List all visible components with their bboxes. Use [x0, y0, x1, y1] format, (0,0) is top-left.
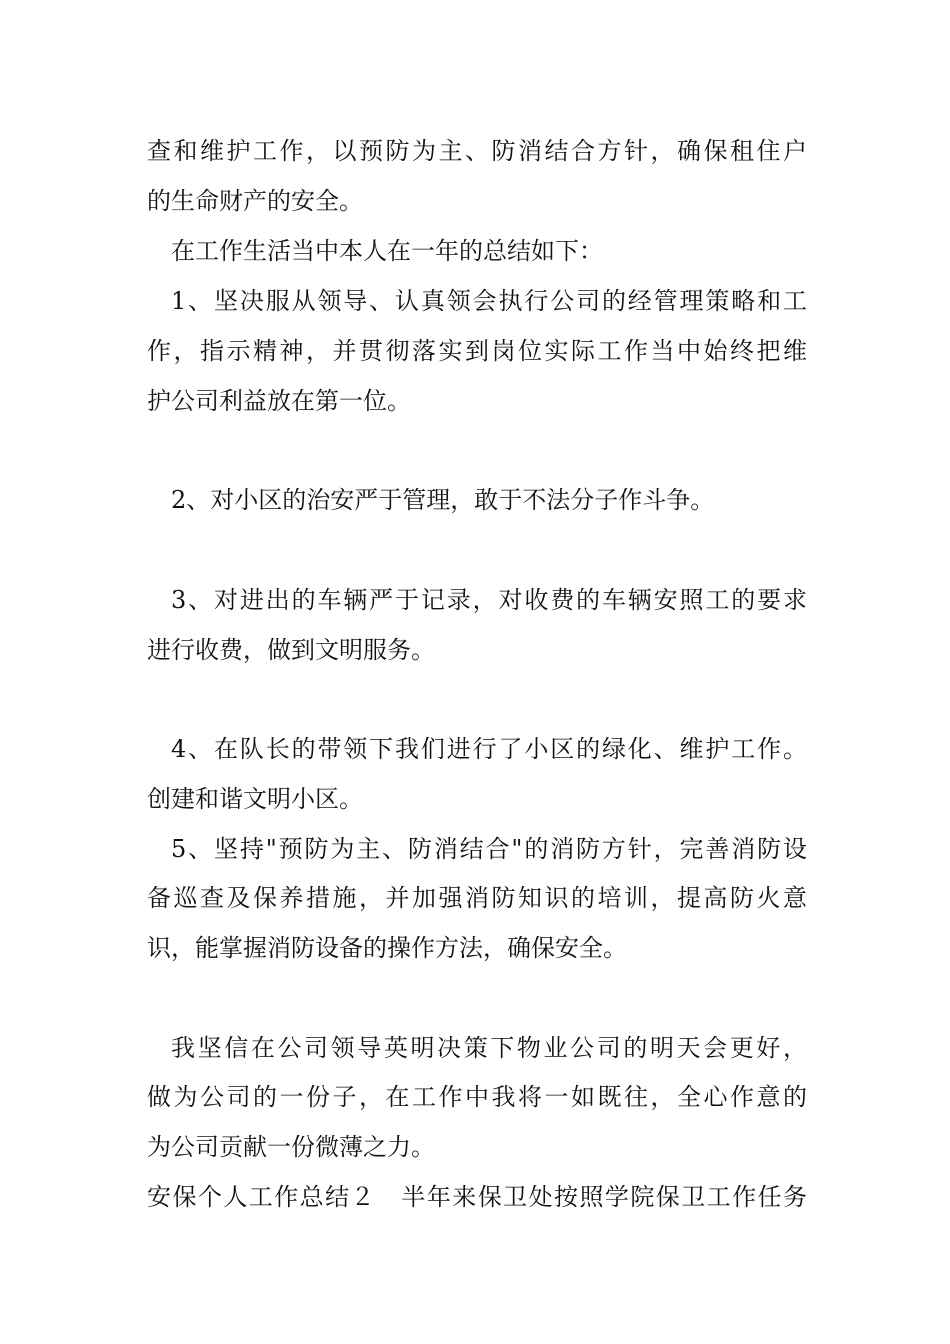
paragraph-7-line-3: 识，能掌握消防设备的操作方法，确保安全。 — [147, 934, 627, 962]
paragraph-7-line-2: 备巡查及保养措施，并加强消防知识的培训，提高防火意 — [147, 884, 807, 912]
paragraph-1-line-2: 的生命财产的安全。 — [147, 187, 363, 215]
paragraph-3-line-1: 1、坚决服从领导、认真领会执行公司的经管理策略和工 — [171, 287, 807, 315]
paragraph-3-line-2: 作，指示精神，并贯彻落实到岗位实际工作当中始终把维 — [147, 337, 807, 365]
section-heading-line: 安保个人工作总结２ 半年来保卫处按照学院保卫工作任务 — [147, 1183, 807, 1211]
paragraph-5-line-1: 3、对进出的车辆严于记录，对收费的车辆安照工的要求 — [171, 586, 807, 614]
paragraph-8-line-3: 为公司贡献一份微薄之力。 — [147, 1133, 435, 1161]
paragraph-4-line-1: 2、对小区的治安严于管理，敢于不法分子作斗争。 — [171, 486, 715, 514]
paragraph-1-line-1: 查和维护工作，以预防为主、防消结合方针，确保租住户 — [147, 137, 807, 165]
paragraph-5-line-2: 进行收费，做到文明服务。 — [147, 636, 435, 664]
paragraph-7-line-1: 5、坚持"预防为主、防消结合"的消防方针，完善消防设 — [171, 835, 807, 863]
paragraph-8-line-1: 我坚信在公司领导英明决策下物业公司的明天会更好， — [171, 1034, 807, 1062]
paragraph-6-line-2: 创建和谐文明小区。 — [147, 785, 363, 813]
paragraph-6-line-1: 4、在队长的带领下我们进行了小区的绿化、维护工作。 — [171, 735, 807, 763]
paragraph-3-line-3: 护公司利益放在第一位。 — [147, 387, 411, 415]
paragraph-8-line-2: 做为公司的一份子，在工作中我将一如既往，全心作意的 — [147, 1083, 807, 1111]
paragraph-2-line-1: 在工作生活当中本人在一年的总结如下： — [171, 237, 603, 265]
